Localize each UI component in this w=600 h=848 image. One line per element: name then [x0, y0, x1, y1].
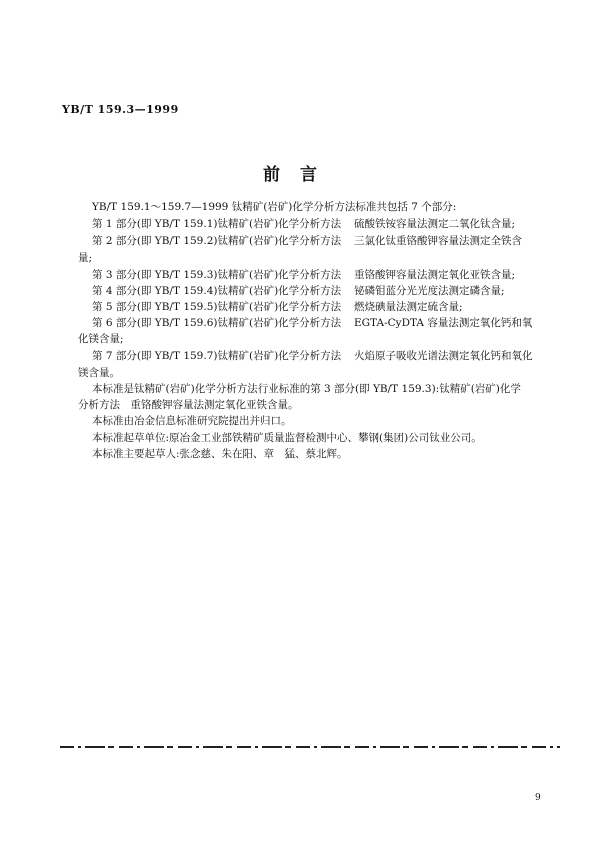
part2-cont: 量;	[78, 252, 93, 264]
scan-dash-rule	[60, 744, 560, 750]
part1-left: 第 1 部分(即 YB/T 159.1)钛精矿(岩矿)化学分析方法	[92, 218, 342, 230]
part2-left: 第 2 部分(即 YB/T 159.2)钛精矿(岩矿)化学分析方法	[92, 235, 342, 247]
drafting-unit-line: 本标准起草单位:原冶金工业部铁精矿质量监督检测中心、攀钢(集团)公司钛业公司。	[92, 432, 482, 444]
part1-right: 硫酸铁铵容量法测定二氧化钛含量;	[354, 218, 516, 230]
part7-right: 火焰原子吸收光谱法测定氧化钙和氧化	[354, 350, 533, 362]
part6-right: EGTA-CyDTA 容量法测定氧化钙和氧	[354, 317, 533, 329]
part7-left: 第 7 部分(即 YB/T 159.7)钛精矿(岩矿)化学分析方法	[92, 350, 342, 362]
part5-left: 第 5 部分(即 YB/T 159.5)钛精矿(岩矿)化学分析方法	[92, 301, 342, 313]
scope-line-1: 本标准是钛精矿(岩矿)化学分析方法行业标准的第 3 部分(即 YB/T 159.3):钛精矿(岩矿)化学	[92, 383, 521, 395]
part4-left: 第 4 部分(即 YB/T 159.4)钛精矿(岩矿)化学分析方法	[92, 285, 342, 297]
part7-cont: 镁含量。	[78, 367, 120, 379]
part6-cont: 化镁含量;	[78, 333, 124, 345]
part4-right: 铋磷钼蓝分光光度法测定磷含量;	[354, 285, 505, 297]
intro-line: YB/T 159.1～159.7—1999 钛精矿(岩矿)化学分析方法标准共包括 7 个部分:	[92, 201, 457, 213]
part3-right: 重铬酸钾容量法测定氧化亚铁含量;	[354, 269, 516, 281]
part6-left: 第 6 部分(即 YB/T 159.6)钛精矿(岩矿)化学分析方法	[92, 317, 342, 329]
standard-code-header: YB/T 159.3—1999	[62, 103, 179, 116]
part5-right: 燃烧碘量法测定硫含量;	[354, 301, 463, 313]
page-number: 9	[535, 793, 541, 803]
drafters-line: 本标准主要起草人:张念慈、朱在阳、章 猛、蔡北辉。	[92, 448, 348, 460]
proposer-line: 本标准由冶金信息标准研究院提出并归口。	[92, 415, 292, 427]
scope-line-2: 分析方法 重铬酸钾容量法测定氧化亚铁含量。	[78, 399, 299, 411]
page-title: 前言	[263, 165, 337, 185]
part2-right: 三氯化钛重铬酸钾容量法测定全铁含	[354, 235, 522, 247]
part3-left: 第 3 部分(即 YB/T 159.3)钛精矿(岩矿)化学分析方法	[92, 269, 342, 281]
